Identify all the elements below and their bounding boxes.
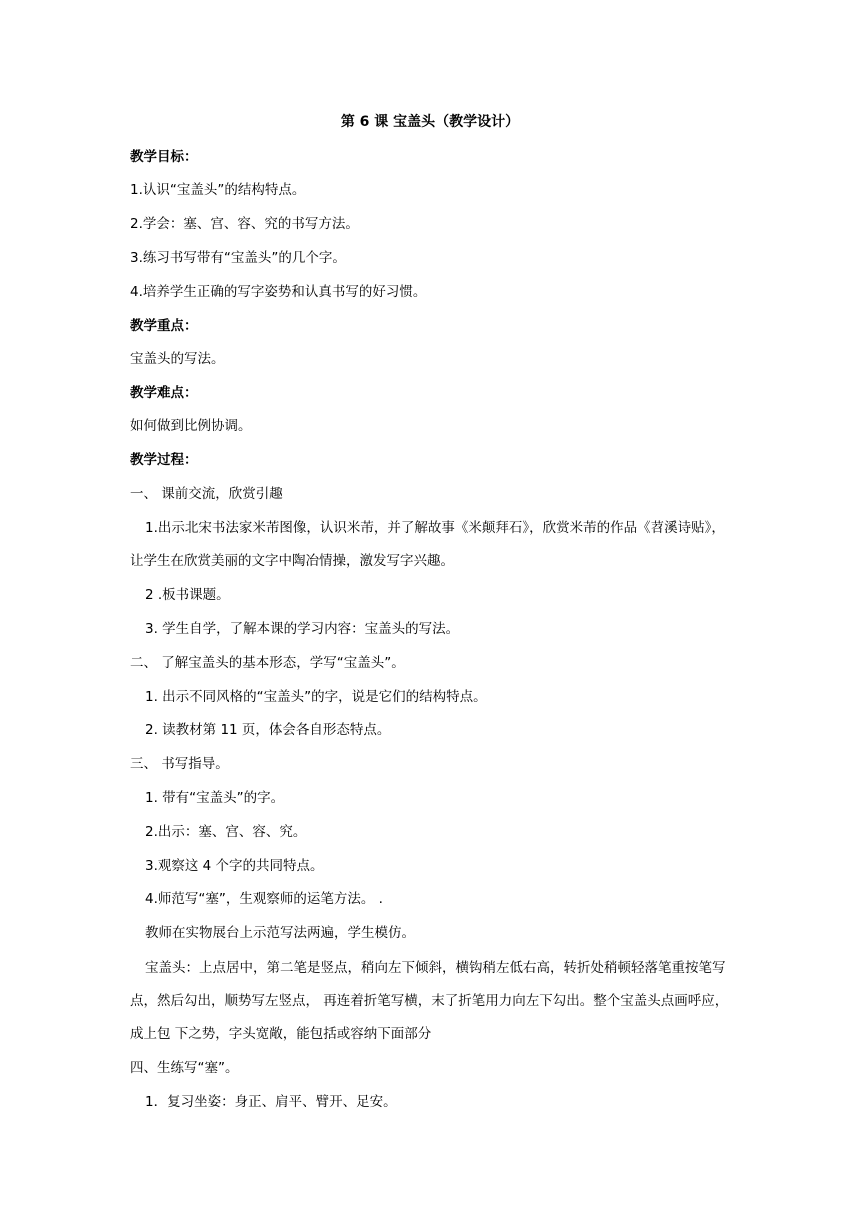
section-heading: 三、 书写指导。 [130, 756, 229, 772]
section-item: 1. 出示不同风格的“宝盖头”的字，说是它们的结构特点。 [145, 689, 487, 705]
objective-item: 1.认识“宝盖头”的结构特点。 [130, 182, 306, 198]
section-item: 3. 学生自学，了解本课的学习内容：宝盖头的写法。 [145, 621, 460, 637]
objective-item: 2.学会：塞、宫、容、究的书写方法。 [130, 216, 359, 232]
section-item: 1.出示北宋书法家米芾图像，认识米芾，并了解故事《米颠拜石》，欣赏米芾的作品《苕溪诗贴》，让学生在欣赏美丽的文字中陶冶情操，激发写字兴趣。 [130, 520, 725, 569]
section-item: 1. 带有“宝盖头”的字。 [145, 790, 285, 806]
objective-item: 3.练习书写带有“宝盖头”的几个字。 [130, 250, 346, 266]
objective-item: 4.培养学生正确的写字姿势和认真书写的好习惯。 [130, 284, 427, 300]
difficulty-heading: 教学难点： [130, 385, 198, 401]
section-item: 3.观察这 4 个字的共同特点。 [145, 858, 324, 874]
section-item: 4.师范写“塞”，生观察师的运笔方法。 . [145, 891, 383, 907]
explanation-text: 宝盖头：上点居中，第二笔是竖点，稍向左下倾斜，横钩稍左低右高，转折处稍顿轻落笔重按笔写点，然后勾出，顺势写左竖点， 再连着折笔写横，末了折笔用力向左下勾出。整个宝盖头点画呼应，成上包 下之势，字头宽敞，能包括或容纳下面部分 [130, 960, 729, 1042]
document-title: 第 6 课 宝盖头（教学设计） [340, 114, 520, 130]
key-point-text: 宝盖头的写法。 [130, 351, 225, 367]
section-item: 2. 读教材第 11 页，体会各自形态特点。 [145, 722, 391, 738]
demo-text: 教师在实物展台上示范写法两遍，学生模仿。 [145, 925, 415, 941]
difficulty-text: 如何做到比例协调。 [130, 418, 252, 434]
section-item: 2.出示：塞、宫、容、究。 [145, 824, 307, 840]
objectives-heading: 教学目标： [130, 149, 198, 165]
section-item: 1．复习坐姿：身正、肩平、臂开、足安。 [145, 1094, 397, 1110]
section-item: 2 .板书课题。 [145, 587, 230, 603]
process-heading: 教学过程： [130, 452, 198, 468]
section-heading: 二、 了解宝盖头的基本形态，学写“宝盖头”。 [130, 655, 405, 671]
key-point-heading: 教学重点： [130, 318, 198, 334]
section-heading: 四、生练写“塞”。 [130, 1060, 239, 1076]
section-heading: 一、 课前交流，欣赏引趣 [130, 486, 283, 502]
